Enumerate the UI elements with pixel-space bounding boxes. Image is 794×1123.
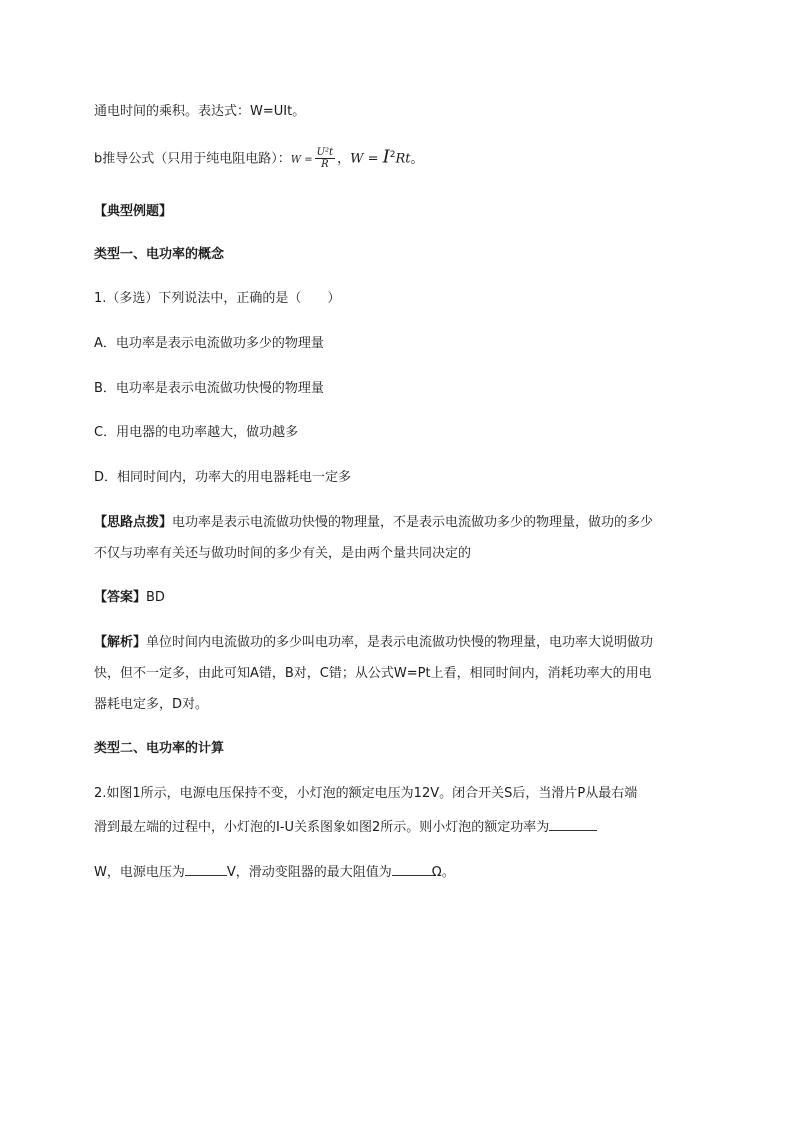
formula-rt: Rt (395, 151, 411, 167)
formula-current-symbol: I (382, 146, 390, 168)
question-2-text-2: 滑到最左端的过程中，小灯泡的I-U关系图象如图2所示。则小灯泡的额定功率为 (94, 820, 550, 835)
answer-blank-voltage[interactable] (185, 861, 227, 876)
explanation-line-3: 器耗电定多，D对。 (94, 697, 209, 712)
answer-value: BD (146, 590, 165, 605)
formula-separator: ， (337, 151, 351, 167)
explanation-text-1: 单位时间内电流做功的多少叫电功率，是表示电流做功快慢的物理量，电功率大说明做功 (146, 635, 654, 650)
section-heading-examples: 【典型例题】 (94, 204, 173, 219)
answer-blank-power[interactable] (549, 816, 597, 831)
explanation-tag: 【解析】 (94, 635, 147, 650)
option-a: A．电功率是表示电流做功多少的物理量 (94, 336, 324, 351)
formula-w2-lhs: W = (350, 151, 379, 167)
question-2-line-1: 2.如图1所示，电源电压保持不变，小灯泡的额定电压为12V。闭合开关S后，当滑片P从最右端 (94, 786, 638, 801)
question-2-text-3c: Ω。 (431, 865, 455, 880)
option-c: C．用电器的电功率越大，做功越多 (94, 425, 299, 440)
formula-end: 。 (410, 151, 424, 167)
answer-blank-resistance[interactable] (392, 861, 432, 876)
formula-line (94, 146, 424, 170)
question-2-line-2 (94, 816, 597, 837)
option-d: D．相同时间内，功率大的用电器耗电一定多 (94, 470, 352, 485)
formula-prefix: b推导公式（只用于纯电阻电路）： (94, 151, 291, 167)
hint-tag: 【思路点拨】 (94, 515, 173, 530)
answer-line (94, 589, 165, 607)
text-line: 通电时间的乘积。表达式：W=UIt。 (94, 104, 306, 119)
type1-heading: 类型一、电功率的概念 (94, 247, 225, 262)
answer-tag: 【答案】 (94, 590, 147, 605)
explanation-line-2: 快，但不一定多，由此可知A错，B对，C错；从公式W=Pt上看，相同时间内，消耗功率大的用电 (94, 666, 652, 681)
question-2-text-3a: W，电源电压为 (94, 865, 185, 880)
option-b: B．电功率是表示电流做功快慢的物理量 (94, 381, 324, 396)
explanation-line-1 (94, 634, 653, 652)
hint-line-2: 不仅与功率有关还与做功时间的多少有关，是由两个量共同决定的 (94, 546, 472, 561)
question-2-line-3 (94, 861, 455, 882)
formula-exponent: 2 (389, 150, 396, 160)
question-2-text-3b: V，滑动变阻器的最大阻值为 (226, 865, 392, 880)
formula-w1-lhs: W = (290, 154, 313, 166)
formula-fraction (315, 147, 335, 170)
hint-text-1: 电功率是表示电流做功快慢的物理量，不是表示电流做功多少的物理量，做功的多少 (172, 515, 654, 530)
hint-line-1 (94, 514, 653, 532)
fraction-numerator: U²t (316, 147, 334, 159)
type2-heading: 类型二、电功率的计算 (94, 741, 225, 756)
fraction-denominator: R (321, 159, 329, 171)
question-1: 1.（多选）下列说法中，正确的是（ ） (94, 291, 341, 306)
